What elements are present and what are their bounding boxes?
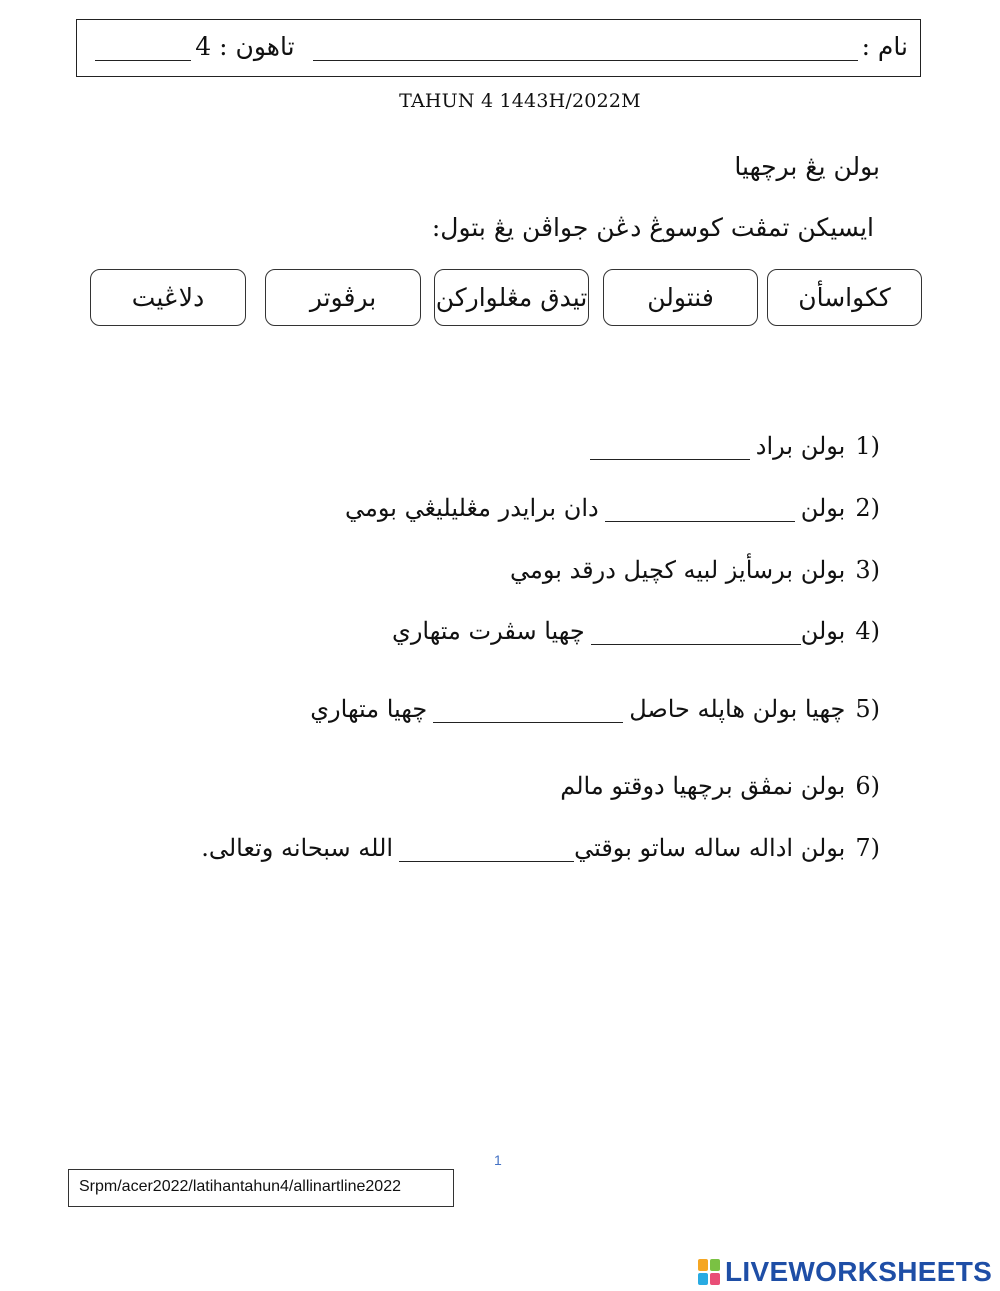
answer-blank-1[interactable] xyxy=(590,439,750,460)
answer-blank-7[interactable] xyxy=(399,841,574,862)
question-7: 7) بولن اداله ساله ساتو بوقتي الله سبحانه وتعالى. xyxy=(201,834,880,862)
liveworksheets-wordmark: LIVEWORKSHEETS xyxy=(725,1256,993,1287)
liveworksheets-logo-icon xyxy=(698,1259,722,1285)
word-bank-item[interactable]: فنتولن xyxy=(603,269,758,326)
word-bank-item[interactable]: دلاڠيت xyxy=(90,269,246,326)
question-5: 5) چهيا بولن هاڽله حاصل چهيا متهاري xyxy=(310,695,880,723)
student-info-row xyxy=(95,32,908,61)
year-blank[interactable] xyxy=(95,38,191,61)
student-info-box xyxy=(76,19,921,77)
question-3: 3) بولن برسأيز لبيه کچيل درقد بومي xyxy=(510,556,880,584)
instruction-text: ايسيکن تمڤت كوسوڠ دڠن جواڤن يڠ بتول: xyxy=(431,213,874,242)
footer-reference: Srpm/acer2022/latihantahun4/allinartline2022 xyxy=(68,1169,454,1207)
name-blank[interactable] xyxy=(313,38,858,61)
page-number: 1 xyxy=(494,1152,502,1168)
word-bank-item[interactable]: برڤوتر xyxy=(265,269,421,326)
name-label: نام : xyxy=(861,32,908,61)
answer-blank-4[interactable] xyxy=(591,624,801,645)
question-1: 1) بولن براد xyxy=(584,432,880,460)
word-bank-item[interactable]: تيدق مڠلوارکن xyxy=(434,269,589,326)
answer-blank-2[interactable] xyxy=(605,501,795,522)
year-title: TAHUN 4 1443H/2022M xyxy=(399,90,641,112)
year-label: تاهون : 4 xyxy=(195,32,295,61)
liveworksheets-logo[interactable] xyxy=(698,1256,992,1288)
question-2: 2) بولن دان برايدر مڠليليڠي بومي xyxy=(345,494,880,522)
question-6: 6) بولن نمڤق برچهيا دوقتو مالم xyxy=(560,772,880,800)
word-bank-item[interactable]: ککواسأن xyxy=(767,269,922,326)
worksheet-title: بولن يڠ برچهيا xyxy=(734,152,880,181)
answer-blank-5[interactable] xyxy=(433,702,623,723)
question-4: 4) بولن چهيا سڤرت متهاري xyxy=(392,617,880,645)
